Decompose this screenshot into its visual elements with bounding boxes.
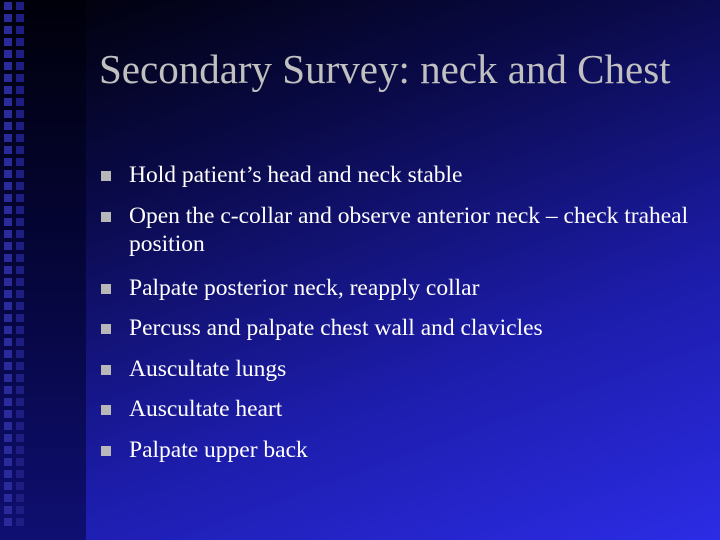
decorative-dot [4, 518, 12, 526]
decorative-dot [4, 338, 12, 346]
decorative-dot [4, 194, 12, 202]
bullet-item [100, 436, 700, 464]
decorative-dot [4, 134, 12, 142]
decorative-dot [16, 122, 24, 130]
decorative-dot [16, 266, 24, 274]
decorative-dot [4, 206, 12, 214]
decorative-dot [16, 158, 24, 166]
bullet-text: Open the c-collar and observe anterior neck – check traheal position [129, 202, 689, 257]
decorative-dot [4, 170, 12, 178]
decorative-dot [16, 410, 24, 418]
decorative-dot [16, 182, 24, 190]
decorative-dot [16, 314, 24, 322]
decorative-dot [4, 398, 12, 406]
square-bullet-icon [101, 446, 111, 456]
bullet-text: Hold patient’s head and neck stable [129, 162, 463, 188]
decorative-dot [4, 50, 12, 58]
square-bullet-icon [101, 212, 111, 222]
decorative-dot [16, 350, 24, 358]
decorative-dot [4, 482, 12, 490]
decorative-dot [4, 506, 12, 514]
decorative-dot [16, 38, 24, 46]
decorative-dot [16, 62, 24, 70]
decorative-dot [16, 146, 24, 154]
decorative-dot [16, 290, 24, 298]
decorative-dot-column [4, 2, 12, 530]
bullet-text: Palpate posterior neck, reapply collar [129, 274, 480, 301]
decorative-dot [16, 482, 24, 490]
decorative-dot [4, 86, 12, 94]
decorative-dot [16, 458, 24, 466]
decorative-dot [16, 218, 24, 226]
decorative-dot [16, 362, 24, 370]
square-bullet-icon [101, 324, 111, 334]
decorative-dot [4, 158, 12, 166]
decorative-dot [16, 86, 24, 94]
decorative-dot [4, 122, 12, 130]
decorative-dot [16, 374, 24, 382]
decorative-dot-column [16, 2, 24, 530]
decorative-dot [4, 326, 12, 334]
decorative-dot [16, 170, 24, 178]
decorative-dot [4, 266, 12, 274]
decorative-dot [16, 26, 24, 34]
decorative-dot [16, 242, 24, 250]
decorative-dot [4, 2, 12, 10]
decorative-dot [16, 518, 24, 526]
slide-title: Secondary Survey: neck and Chest [99, 46, 671, 92]
decorative-dot [4, 446, 12, 454]
decorative-dot [16, 326, 24, 334]
decorative-dot [16, 230, 24, 238]
decorative-dot [4, 434, 12, 442]
decorative-dot [16, 398, 24, 406]
decorative-dot [16, 50, 24, 58]
decorative-dot [4, 314, 12, 322]
decorative-dot [4, 422, 12, 430]
decorative-dot [4, 182, 12, 190]
decorative-dot [4, 242, 12, 250]
decorative-dot [16, 254, 24, 262]
decorative-dot [4, 110, 12, 118]
square-bullet-icon [101, 405, 111, 415]
decorative-dot [4, 458, 12, 466]
square-bullet-icon [101, 171, 111, 181]
decorative-dot [4, 146, 12, 154]
decorative-dot [4, 362, 12, 370]
bullet-text: Palpate upper back [129, 436, 308, 463]
decorative-dot [16, 2, 24, 10]
decorative-dot [4, 230, 12, 238]
decorative-dot [4, 62, 12, 70]
decorative-dot [4, 350, 12, 358]
decorative-dot [16, 494, 24, 502]
decorative-dot [4, 302, 12, 310]
bullet-list [100, 161, 700, 476]
bullet-item [100, 314, 700, 342]
decorative-dot [16, 434, 24, 442]
decorative-dot [16, 206, 24, 214]
bullet-item [100, 161, 700, 189]
decorative-dot [16, 422, 24, 430]
decorative-dot [16, 194, 24, 202]
square-bullet-icon [101, 365, 111, 375]
bullet-text: Auscultate heart [129, 396, 283, 422]
decorative-dot [16, 302, 24, 310]
decorative-dot [4, 38, 12, 46]
decorative-dot [4, 290, 12, 298]
decorative-dot [16, 134, 24, 142]
decorative-dot [4, 470, 12, 478]
square-bullet-icon [101, 284, 111, 294]
bullet-item [100, 395, 700, 423]
left-decorative-band [0, 0, 86, 540]
decorative-dot [4, 254, 12, 262]
decorative-dot [16, 506, 24, 514]
decorative-dot [4, 14, 12, 22]
decorative-dot [16, 110, 24, 118]
decorative-dot [4, 494, 12, 502]
bullet-text: Auscultate lungs [129, 355, 287, 382]
decorative-dot [16, 74, 24, 82]
decorative-dot [16, 278, 24, 286]
bullet-text: Percuss and palpate chest wall and clavicles [129, 315, 543, 341]
decorative-dot [4, 386, 12, 394]
decorative-dot [4, 26, 12, 34]
decorative-dot [16, 470, 24, 478]
decorative-dot [16, 386, 24, 394]
decorative-dot [16, 98, 24, 106]
decorative-dot [16, 446, 24, 454]
decorative-dot [4, 74, 12, 82]
bullet-item [100, 274, 700, 302]
decorative-dot [4, 374, 12, 382]
decorative-dot [4, 278, 12, 286]
decorative-dot [4, 218, 12, 226]
decorative-dot [16, 338, 24, 346]
decorative-dot [4, 410, 12, 418]
bullet-item [100, 202, 700, 258]
bullet-item [100, 355, 700, 383]
decorative-dot [16, 14, 24, 22]
decorative-dot [4, 98, 12, 106]
